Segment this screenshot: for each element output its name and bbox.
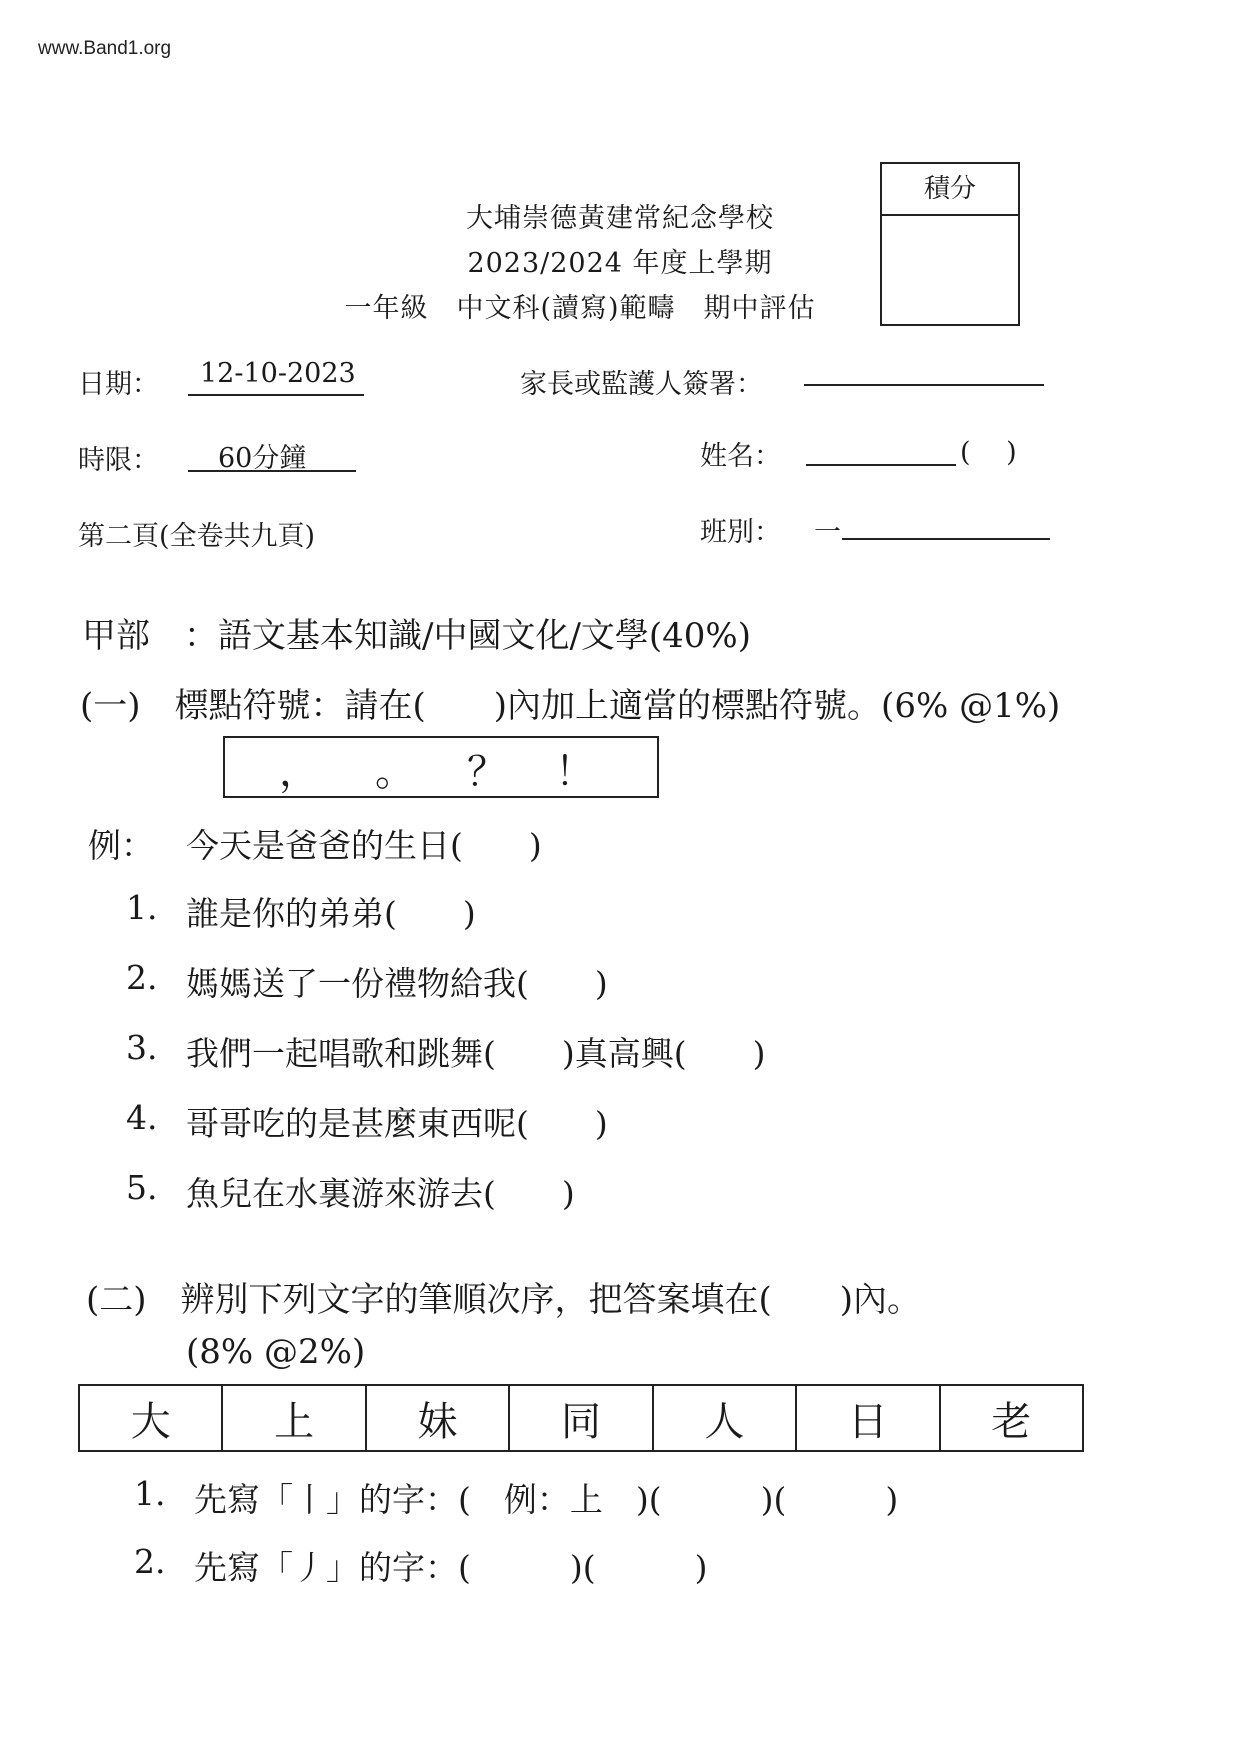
character-cell: 妹 [366, 1385, 509, 1451]
question-number: 5. [126, 1168, 158, 1207]
example-text: 今天是爸爸的生日( ) [186, 826, 542, 865]
question-number: 2. [134, 1542, 166, 1581]
class-field[interactable] [842, 538, 1050, 540]
question-number: 2. [126, 958, 158, 997]
guardian-label: 家長或監護人簽署： [520, 369, 763, 400]
character-cell: 日 [796, 1385, 939, 1451]
exclamation-mark-symbol: ！ [555, 749, 595, 795]
score-box [880, 162, 1020, 326]
character-cell: 老 [940, 1385, 1083, 1451]
punctuation-symbol-box [223, 736, 659, 798]
character-cell: 大 [79, 1385, 222, 1451]
character-cell: 上 [222, 1385, 365, 1451]
class-label: 班別： [700, 517, 781, 548]
time-label: 時限： [78, 445, 159, 476]
character-table [78, 1384, 1084, 1452]
section-a-title: 甲部 ：語文基本知識/中國文化/文學(40%) [82, 616, 752, 656]
guardian-signature-line[interactable] [804, 384, 1044, 386]
question-number: 1. [134, 1474, 166, 1513]
question-text: 先寫「丨」的字：( 例：上 )( )( ) [194, 1480, 899, 1519]
part2-marks: (8% @2%) [186, 1332, 366, 1372]
question-text: 哥哥吃的是甚麼東西呢( ) [186, 1104, 608, 1143]
question-text: 我們一起唱歌和跳舞( )真高興( ) [186, 1034, 766, 1073]
period-symbol: 。 [375, 749, 415, 795]
date-label: 日期： [78, 369, 159, 400]
score-label: 積分 [882, 164, 1018, 216]
subject-line: 一年級 中文科(讀寫)範疇 期中評估 [344, 293, 816, 324]
name-field[interactable] [806, 464, 956, 466]
score-value[interactable] [882, 216, 1018, 324]
question-text: 先寫「丿」的字：( )( ) [194, 1548, 708, 1587]
question-text: 誰是你的弟弟( ) [186, 894, 476, 933]
part1-title: (一) 標點符號：請在( )內加上適當的標點符號。(6% @1%) [80, 686, 1061, 726]
page-label: 第二頁(全卷共九頁) [78, 521, 316, 552]
term-line: 2023/2024 年度上學期 [467, 248, 773, 279]
school-name: 大埔崇德黃建常紀念學校 [466, 203, 774, 234]
question-mark-symbol: ？ [467, 749, 507, 795]
question-number: 4. [126, 1098, 158, 1137]
character-cell: 人 [653, 1385, 796, 1451]
example-label: 例： [88, 826, 154, 865]
question-text: 媽媽送了一份禮物給我( ) [186, 964, 608, 1003]
question-number: 3. [126, 1028, 158, 1067]
character-cell: 同 [509, 1385, 652, 1451]
date-value: 12-10-2023 [200, 358, 356, 389]
student-number-paren: ( ) [960, 437, 1017, 468]
part2-title: (二) 辨別下列文字的筆順次序，把答案填在( )內。 [86, 1280, 922, 1320]
class-value: 一 [814, 517, 841, 548]
question-number: 1. [126, 888, 158, 927]
comma-symbol: ， [279, 749, 319, 795]
time-underline [188, 470, 356, 472]
watermark: www.Band1.org [38, 38, 172, 59]
time-value: 60分鐘 [218, 443, 307, 474]
question-text: 魚兒在水裏游來游去( ) [186, 1174, 575, 1213]
name-label: 姓名： [700, 441, 781, 472]
date-underline [188, 394, 364, 396]
